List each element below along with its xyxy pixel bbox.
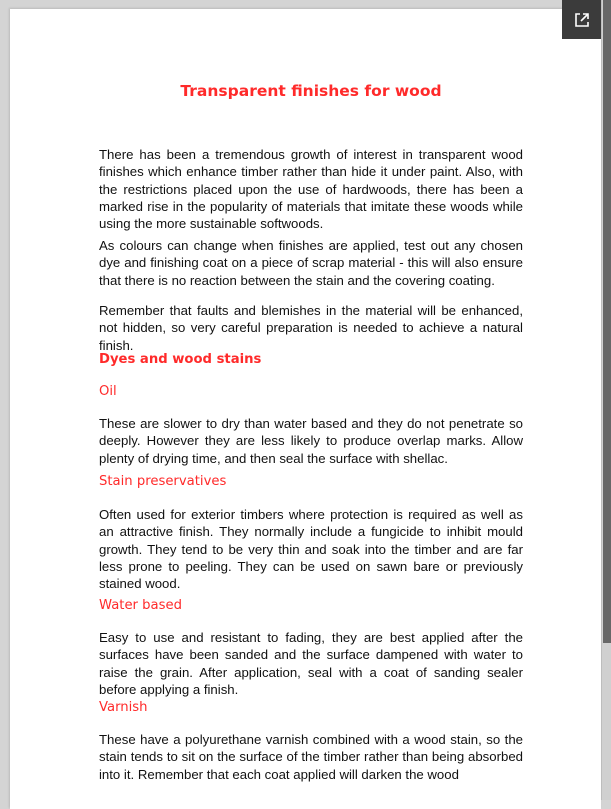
- subsection-heading: Stain preservatives: [99, 474, 227, 489]
- intro-paragraph: As colours can change when finishes are applied, test out any chosen dye and finishing coat on a piece of scrap material - this will also ensure that there is no reaction between the stain and the covering coating.: [99, 238, 523, 288]
- subsection-heading: Oil: [99, 384, 117, 399]
- scrollbar-thumb[interactable]: [603, 0, 611, 643]
- open-in-new-window-icon: [574, 12, 590, 28]
- subsection-text: Often used for exterior timbers where protection is required as well as an attractive finish. They normally include a fungicide to inhibit mould growth. They tend to be very thin and soak into the timber and are far less prone to peeling. They can be used on sawn bare or previously stained wood.: [99, 507, 523, 592]
- subsection-heading: Water based: [99, 598, 182, 613]
- subsection-text: These are slower to dry than water based and they do not penetrate so deeply. However they are less likely to produce overlap marks. Allow plenty of drying time, and then seal the surface with shellac.: [99, 416, 523, 466]
- subsection-text: These have a polyurethane varnish combined with a wood stain, so the stain tends to sit on the surface of the timber rather than being absorbed into it. Remember that each coat applied will darken the wood: [99, 732, 523, 782]
- subsection-text: Easy to use and resistant to fading, they are best applied after the surfaces have been sanded and the surface dampened with water to raise the grain. After application, seal with a coat of sanding sealer before applying a finish.: [99, 630, 523, 697]
- document-title: Transparent finishes for wood: [180, 82, 442, 100]
- subsection-heading: Varnish: [99, 700, 148, 715]
- vertical-scrollbar[interactable]: [601, 0, 611, 800]
- document-page: [10, 9, 601, 809]
- open-external-button[interactable]: [562, 0, 601, 39]
- section-heading: Dyes and wood stains: [99, 352, 262, 367]
- intro-paragraph: There has been a tremendous growth of interest in transparent wood finishes which enhance timber rather than hide it under paint. Also, with the restrictions placed upon the use of hardwoods, there has been a marked rise in the popularity of materials that imitate these woods while using the more sustainable softwoods.: [99, 147, 523, 232]
- intro-paragraph: Remember that faults and blemishes in the material will be enhanced, not hidden, so very careful preparation is needed to achieve a natural finish.: [99, 303, 523, 353]
